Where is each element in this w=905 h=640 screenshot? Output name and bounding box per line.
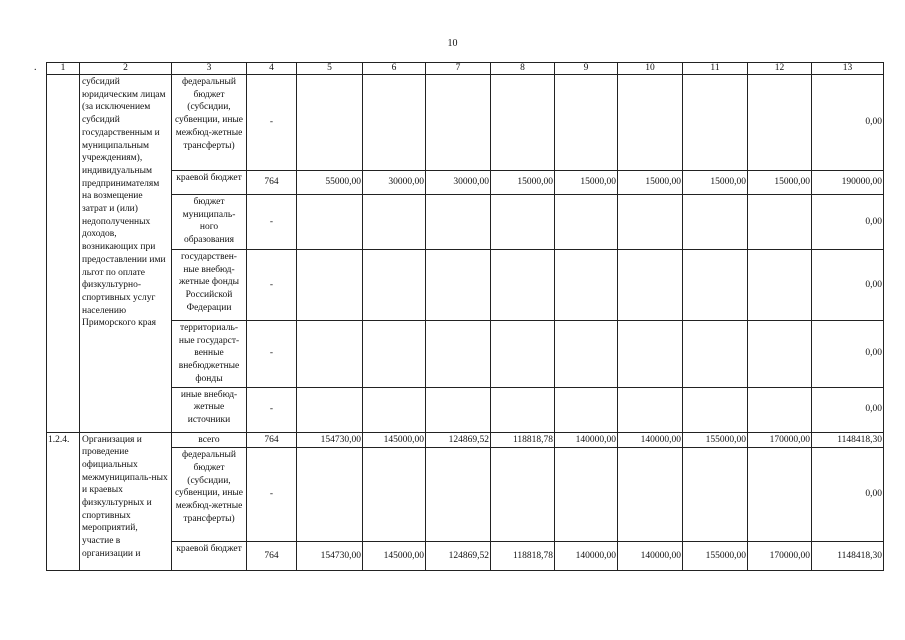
amount-cell-7 (426, 75, 491, 171)
amount-cell-9: 140000,00 (555, 542, 618, 571)
amount-cell-13: 0,00 (812, 321, 884, 388)
amount-cell-8 (491, 195, 555, 250)
amount-cell-11 (683, 321, 748, 388)
amount-cell-6 (363, 448, 426, 542)
admin-code: 764 (247, 171, 297, 195)
amount-cell-13: 1148418,30 (812, 432, 884, 448)
amount-cell-12 (748, 387, 812, 432)
funding-source: иные внебюд-жетные источники (172, 387, 247, 432)
table-row (47, 75, 884, 171)
table-row (47, 432, 884, 448)
amount-cell-11 (683, 250, 748, 321)
amount-cell-5 (297, 75, 363, 171)
amount-cell-9 (555, 195, 618, 250)
header-cell: 2 (80, 63, 172, 75)
amount-cell-6 (363, 250, 426, 321)
table-row (47, 387, 884, 432)
table-row (47, 171, 884, 195)
header-cell: 8 (491, 63, 555, 75)
row-description: Организация и проведение официальных межмуниципаль-ных и краевых физкультурных и спортивных мероприятий, участие в организации и (80, 432, 172, 571)
header-cell: 11 (683, 63, 748, 75)
amount-cell-10: 140000,00 (618, 542, 683, 571)
amount-cell-5: 154730,00 (297, 432, 363, 448)
header-cell: 4 (247, 63, 297, 75)
amount-cell-12 (748, 448, 812, 542)
amount-cell-12: 170000,00 (748, 432, 812, 448)
amount-cell-7: 124869,52 (426, 432, 491, 448)
row-code: 1.2.4. (47, 432, 80, 571)
table-row (47, 321, 884, 388)
amount-cell-7 (426, 195, 491, 250)
amount-cell-11 (683, 75, 748, 171)
amount-cell-12 (748, 195, 812, 250)
amount-cell-5 (297, 195, 363, 250)
amount-cell-7 (426, 321, 491, 388)
amount-cell-13: 0,00 (812, 195, 884, 250)
amount-cell-11: 15000,00 (683, 171, 748, 195)
amount-cell-8 (491, 250, 555, 321)
amount-cell-11: 155000,00 (683, 432, 748, 448)
amount-cell-7 (426, 250, 491, 321)
amount-cell-9: 15000,00 (555, 171, 618, 195)
admin-code: 764 (247, 432, 297, 448)
header-cell: 9 (555, 63, 618, 75)
amount-cell-6: 145000,00 (363, 432, 426, 448)
funding-source: федеральный бюджет (субсидии, субвенции, иные межбюд-жетные трансферты) (172, 75, 247, 171)
amount-cell-8: 15000,00 (491, 171, 555, 195)
amount-cell-13: 0,00 (812, 250, 884, 321)
amount-cell-10 (618, 195, 683, 250)
amount-cell-8 (491, 448, 555, 542)
amount-cell-10 (618, 321, 683, 388)
amount-cell-7 (426, 387, 491, 432)
funding-source: бюджет муниципаль-ного образования (172, 195, 247, 250)
amount-cell-5: 154730,00 (297, 542, 363, 571)
amount-cell-6 (363, 75, 426, 171)
funding-source: краевой бюджет (172, 542, 247, 571)
amount-cell-11: 155000,00 (683, 542, 748, 571)
amount-cell-7: 30000,00 (426, 171, 491, 195)
funding-source: всего (172, 432, 247, 448)
amount-cell-11 (683, 387, 748, 432)
amount-cell-10 (618, 448, 683, 542)
amount-cell-8 (491, 321, 555, 388)
amount-cell-7 (426, 448, 491, 542)
admin-code: - (247, 250, 297, 321)
row-code (47, 75, 80, 433)
amount-cell-13: 0,00 (812, 387, 884, 432)
amount-cell-13: 190000,00 (812, 171, 884, 195)
table-row (47, 195, 884, 250)
amount-cell-13: 1148418,30 (812, 542, 884, 571)
table-row (47, 448, 884, 542)
amount-cell-9 (555, 75, 618, 171)
amount-cell-12: 170000,00 (748, 542, 812, 571)
header-row (47, 63, 884, 75)
table-row (47, 250, 884, 321)
header-cell: 1 (47, 63, 80, 75)
amount-cell-8 (491, 387, 555, 432)
amount-cell-12: 15000,00 (748, 171, 812, 195)
amount-cell-5: 55000,00 (297, 171, 363, 195)
amount-cell-11 (683, 448, 748, 542)
header-cell: 6 (363, 63, 426, 75)
table-row (47, 542, 884, 571)
amount-cell-7: 124869,52 (426, 542, 491, 571)
header-cell: 3 (172, 63, 247, 75)
amount-cell-11 (683, 195, 748, 250)
amount-cell-6: 30000,00 (363, 171, 426, 195)
admin-code: - (247, 448, 297, 542)
header-cell: 10 (618, 63, 683, 75)
amount-cell-6 (363, 321, 426, 388)
amount-cell-8: 118818,78 (491, 432, 555, 448)
header-cell: 5 (297, 63, 363, 75)
amount-cell-10 (618, 250, 683, 321)
amount-cell-12 (748, 75, 812, 171)
amount-cell-12 (748, 321, 812, 388)
header-cell: 13 (812, 63, 884, 75)
section-1-body (47, 75, 884, 433)
funding-source: федеральный бюджет (субсидии, субвенции, иные межбюд-жетные трансферты) (172, 448, 247, 542)
admin-code: - (247, 321, 297, 388)
section-2-body (47, 432, 884, 571)
amount-cell-13: 0,00 (812, 448, 884, 542)
header-cell: 12 (748, 63, 812, 75)
amount-cell-10 (618, 75, 683, 171)
funding-source: государствен-ные внебюд-жетные фонды Российской Федерации (172, 250, 247, 321)
admin-code: - (247, 195, 297, 250)
amount-cell-6 (363, 387, 426, 432)
row-description: субсидий юридическим лицам (за исключением субсидий государственным и муниципальным учреждениям), индивидуальным предпринимателям на возмещение затрат и (или) недополученных доходов, возникающих при предоставлении ими льгот по оплате физкультурно-спортивных услуг населению Приморского края (80, 75, 172, 433)
amount-cell-9 (555, 387, 618, 432)
amount-cell-9 (555, 250, 618, 321)
amount-cell-5 (297, 387, 363, 432)
amount-cell-10 (618, 387, 683, 432)
funding-source: территориаль-ные государст-венные внебюджетные фонды (172, 321, 247, 388)
amount-cell-6: 145000,00 (363, 542, 426, 571)
admin-code: - (247, 387, 297, 432)
amount-cell-9 (555, 448, 618, 542)
admin-code: 764 (247, 542, 297, 571)
amount-cell-12 (748, 250, 812, 321)
admin-code: - (247, 75, 297, 171)
amount-cell-10: 140000,00 (618, 432, 683, 448)
budget-table (46, 62, 884, 571)
header-cell: 7 (426, 63, 491, 75)
amount-cell-5 (297, 448, 363, 542)
amount-cell-8: 118818,78 (491, 542, 555, 571)
amount-cell-5 (297, 321, 363, 388)
margin-mark: . (34, 62, 37, 73)
amount-cell-13: 0,00 (812, 75, 884, 171)
amount-cell-9 (555, 321, 618, 388)
amount-cell-8 (491, 75, 555, 171)
funding-source: краевой бюджет (172, 171, 247, 195)
amount-cell-9: 140000,00 (555, 432, 618, 448)
amount-cell-10: 15000,00 (618, 171, 683, 195)
amount-cell-5 (297, 250, 363, 321)
amount-cell-6 (363, 195, 426, 250)
page-number: 10 (447, 38, 458, 49)
